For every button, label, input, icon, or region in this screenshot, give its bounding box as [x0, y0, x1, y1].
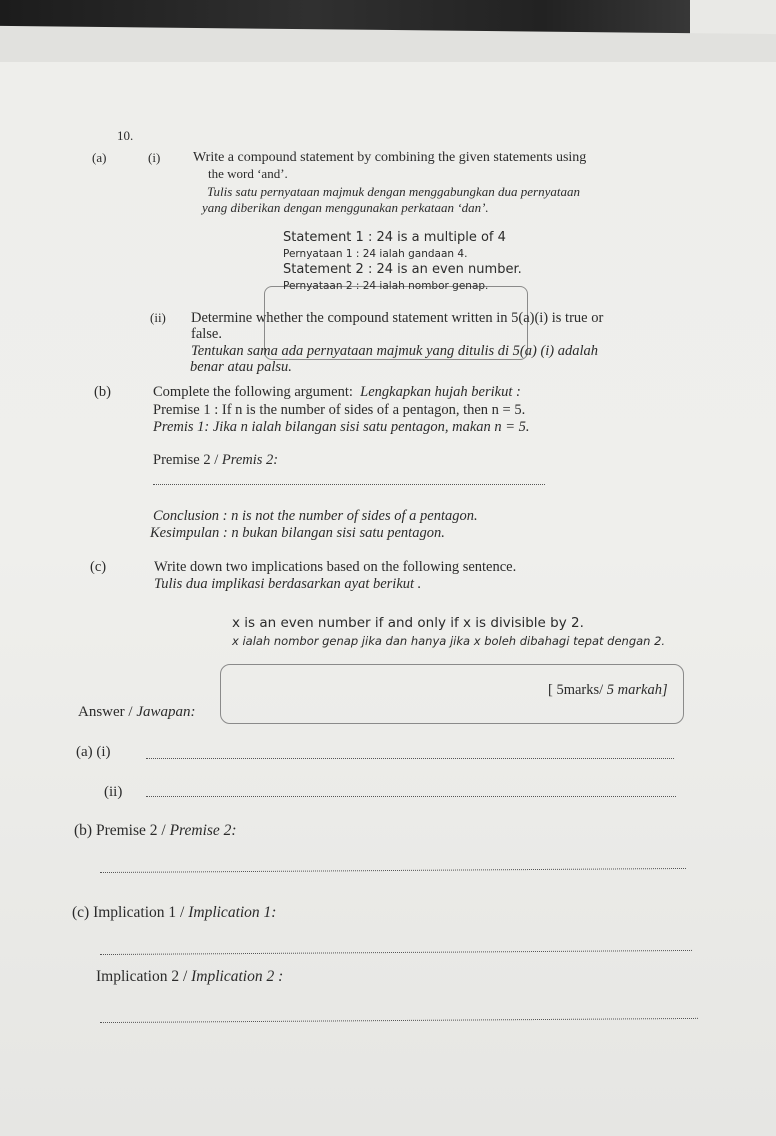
part-c-label: (c)	[90, 559, 107, 575]
marks	[548, 682, 668, 699]
premise-2-prompt	[153, 452, 278, 469]
answer-c-implication-2-blank[interactable]	[100, 1018, 698, 1023]
part-a-ii-malay-line1: Tentukan sama ada pernyataan majmuk yang ditulis di 5(a) (i) adalah	[191, 343, 599, 359]
answer-c-implication-2-label-english: Implication 2 /	[96, 968, 192, 985]
premise-1-malay: Premis 1: Jika n ialah bilangan sisi satu pentagon, makan n = 5.	[153, 419, 530, 435]
statement-2-malay: Pernyataan 2 : 24 ialah nombor genap.	[283, 280, 489, 292]
statement-2-english: Statement 2 : 24 is an even number.	[283, 262, 522, 277]
answer-a-ii-label: (ii)	[104, 784, 123, 800]
part-a-i-english-line1: Write a compound statement by combining the given statements using	[193, 150, 587, 165]
answer-c-implication-1-blank[interactable]	[100, 950, 692, 955]
part-a-i-malay-line1: Tulis satu pernyataan majmuk dengan menggabungkan dua pernyataan	[207, 184, 580, 199]
premise-1-english: Premise 1 : If n is the number of sides of a pentagon, then n = 5.	[153, 402, 526, 418]
marks-english: [ 5marks/	[548, 682, 607, 698]
answer-c-implication-2-label	[96, 968, 283, 986]
answer-b-label	[74, 822, 237, 840]
answer-a-ii-blank[interactable]	[146, 796, 676, 797]
part-b-label: (b)	[94, 384, 111, 400]
answer-c-implication-2-label-malay: Implication 2 :	[191, 968, 284, 985]
sentence-english: x is an even number if and only if x is divisible by 2.	[232, 615, 584, 631]
part-a-ii-malay-line2: benar atau palsu.	[190, 359, 292, 375]
part-a-ii-label: (ii)	[150, 310, 166, 325]
part-a-label: (a)	[92, 150, 107, 165]
conclusion-english: Conclusion : n is not the number of sides of a pentagon.	[153, 508, 478, 524]
answer-b-blank[interactable]	[100, 868, 686, 873]
answer-c-implication-1-label-english: (c) Implication 1 /	[72, 904, 189, 921]
premise-2-prompt-english: Premise 2 /	[153, 452, 222, 468]
part-a-i-label: (i)	[148, 150, 161, 165]
part-a-i-malay-line2: yang diberikan dengan menggunakan perkataan ‘dan’.	[202, 200, 489, 215]
answer-a-i-blank[interactable]	[146, 758, 674, 759]
sentence-malay: x ialah nombor genap jika dan hanya jika x boleh dibahagi tepat dengan 2.	[232, 634, 666, 648]
part-a-ii-english-line1: Determine whether the compound statement written in 5(a)(i) is true or	[191, 310, 604, 326]
answer-a-i-label: (a) (i)	[76, 744, 111, 760]
answer-b-label-english: (b) Premise 2 /	[74, 822, 170, 839]
answer-heading-english: Answer /	[78, 704, 137, 720]
answer-c-implication-1-label-malay: Implication 1:	[188, 904, 277, 921]
answer-b-label-malay: Premise 2:	[169, 822, 237, 839]
conclusion-malay: Kesimpulan : n bukan bilangan sisi satu pentagon.	[150, 525, 445, 541]
part-a-ii-english-line2: false.	[191, 326, 222, 342]
part-b-instruction-malay: Lengkapkan hujah berikut :	[360, 384, 521, 400]
statement-1-malay: Pernyataan 1 : 24 ialah gandaan 4.	[283, 248, 468, 260]
part-b-instruction	[153, 384, 521, 401]
premise-2-prompt-malay: Premis 2:	[221, 452, 279, 468]
part-c-instruction-malay: Tulis dua implikasi berdasarkan ayat berikut .	[154, 576, 422, 592]
part-c-instruction-english: Write down two implications based on the following sentence.	[154, 559, 517, 575]
premise-2-blank	[153, 484, 545, 485]
part-a-i-english-line2: the word ‘and’.	[208, 166, 288, 181]
statement-1-english: Statement 1 : 24 is a multiple of 4	[283, 230, 506, 245]
part-b-instruction-english: Complete the following argument:	[153, 384, 353, 400]
answer-c-implication-1-label	[72, 904, 276, 922]
worksheet-page	[0, 62, 776, 1136]
answer-heading-malay: Jawapan:	[136, 704, 196, 720]
question-number: 10.	[117, 128, 134, 143]
marks-malay: 5 markah]	[606, 682, 668, 698]
answer-heading	[78, 704, 196, 721]
